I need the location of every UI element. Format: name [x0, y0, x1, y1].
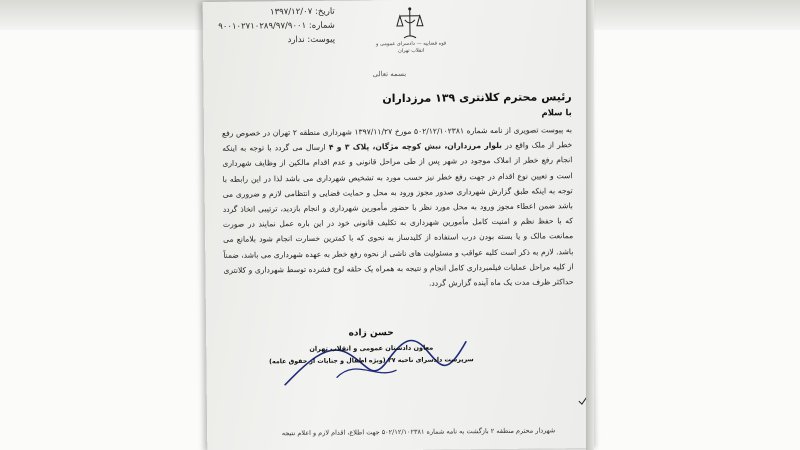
letter-header-info — [218, 5, 336, 48]
emblem-caption: قوه قضاییه — دادسرای عمومی و انقلاب تهران — [375, 40, 447, 54]
number-line: شماره: ۹۰۰۱۰۲۷۱۰۲۸۹/۹۷/۹۰۰۱ — [218, 20, 335, 32]
letter-body — [222, 122, 574, 293]
letter-paper — [203, 0, 594, 450]
body-address: بلوار مرزداران، نبش کوچه مژگان، پلاک ۳ و ۴ — [328, 141, 503, 152]
body-part-1: به پیوست تصویری از نامه شماره ۵۰۲/۱۲/۱۰۲۳۸۱ مورخ ۱۳۹۷/۱۱/۲۷ شهرداری منطقه ۲ تهران در خصوص رفع خطر از ملک واقع در — [221, 125, 573, 151]
paper-edge — [586, 0, 594, 450]
signature-block — [266, 327, 476, 365]
signer-title-2: سرپرست دادسرای ناحیه ۳۷ (ویژه اطفال و جنایات از حقوق عامه) — [269, 356, 474, 366]
salutation: با سلام — [541, 108, 572, 119]
footer-note: شهردار محترم منطقه ۲ بازگشت به نامه شماره ۵۰۲/۱۲/۱۰۲۳۸۱ جهت اطلاع، اقدام لازم و اعلام نتیجه — [281, 426, 556, 438]
body-part-2: ارسال می گردد با توجه به اینکه انجام رفع خطر از املاک موجود در شهر پس از طی مراحل قانونی و عدم اقدام مالکین از وظایف شهرداری است و تعیین نوع اقدام در جهت رفع خطر نیز حسب مورد به تشخیص شهرداری می باشد لذا در این رابطه با توجه به اینکه طبق گزارش شهرداری صدور مجوز ورود به محل و حمایت قضایی و انتظامی لازم و ضروری می باشد ضمن اعطاء مجوز ورود به محل مورد نظر با حضور مأمورین شهرداری و انجام بازدید، ترتیبی اتخاذ گردد که با حفظ نظم و امنیت کامل مأمورین شهرداری به تکلیف قانونی خود در این باره عمل نمایند در صورت ممانعت مالک و یا بسته بودن درب استفاده از کلیدساز به نحوی که با کمترین خسارت انجام شود بلامانع می باشد. لازم به ذکر است کلیه عواقب و مسئولیت های ناشی از نحوه رفع خطر به عهده شهرداری می باشد، ضمناً از کلیه مراحل عملیات فیلمبرداری کامل انجام و نتیجه به همراه یک حلقه لوح فشرده توسط شهرداری و کلانتری حداکثر ظرف مدت یک ماه آینده گزارش گردد. — [222, 142, 574, 288]
date-line: تاریخ: ۱۳۹۷/۱۲/۰۷ — [269, 6, 335, 18]
signer-name: حسن زاده — [348, 328, 394, 339]
attachment-line: پیوست: ندارد — [287, 34, 336, 46]
judiciary-emblem-icon — [395, 6, 425, 44]
signer-title-1: معاون دادستان عمومی و انقلاب تهران — [309, 343, 434, 353]
bismillah: بسمه تعالی — [372, 69, 407, 79]
addressee: رئیس محترم کلانتری ۱۳۹ مرزداران — [382, 90, 572, 106]
